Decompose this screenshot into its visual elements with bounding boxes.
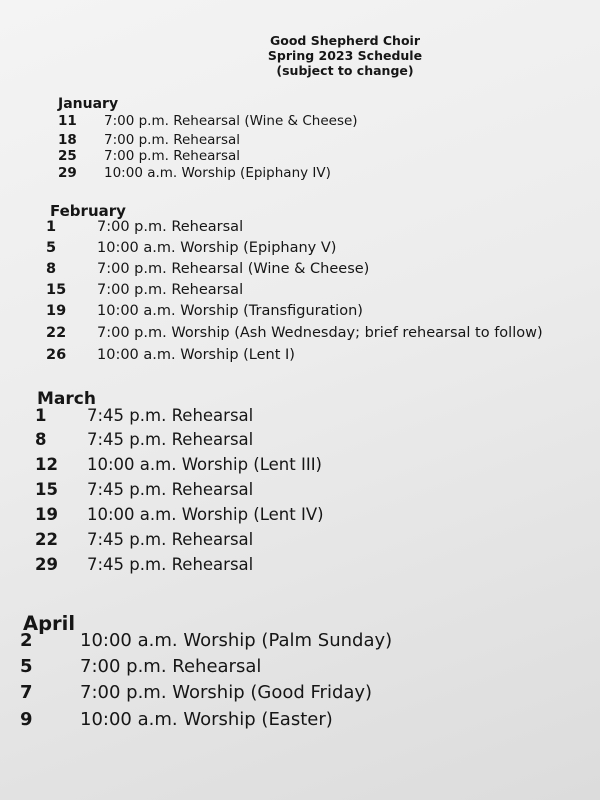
schedule-entry <box>35 555 253 574</box>
entry-date: 1 <box>35 406 47 425</box>
entry-description: 10:00 a.m. Worship (Easter) <box>80 709 333 730</box>
month-heading: February <box>50 202 126 220</box>
month-heading: January <box>58 96 119 112</box>
entry-date: 15 <box>35 480 58 499</box>
entry-date: 25 <box>58 148 77 164</box>
schedule-title: Spring 2023 Schedule <box>267 48 423 63</box>
entry-description: 7:00 p.m. Rehearsal <box>104 148 241 164</box>
schedule-entry <box>35 530 253 549</box>
entry-date: 12 <box>35 455 58 474</box>
schedule-entry <box>58 132 240 148</box>
schedule-entry <box>46 325 543 341</box>
month-heading: March <box>37 389 96 409</box>
schedule-entry <box>35 505 324 524</box>
schedule-header <box>210 33 480 78</box>
entry-date: 22 <box>35 530 58 549</box>
entry-description: 10:00 a.m. Worship (Palm Sunday) <box>80 630 393 651</box>
entry-description: 10:00 a.m. Worship (Epiphany IV) <box>104 165 331 181</box>
entry-description: 10:00 a.m. Worship (Lent III) <box>87 455 322 474</box>
schedule-entry <box>46 219 243 235</box>
entry-date: 1 <box>46 219 57 235</box>
choir-name: Good Shepherd Choir <box>269 33 420 48</box>
entry-description: 7:00 p.m. Rehearsal <box>80 656 262 677</box>
entry-date: 11 <box>58 113 77 129</box>
entry-date: 19 <box>35 505 58 524</box>
entry-description: 7:00 p.m. Rehearsal <box>104 132 241 148</box>
schedule-entry <box>46 282 243 298</box>
entry-description: 10:00 a.m. Worship (Epiphany V) <box>97 240 337 256</box>
entry-date: 22 <box>46 325 67 341</box>
schedule-entry <box>46 303 363 319</box>
entry-description: 10:00 a.m. Worship (Lent IV) <box>87 505 324 524</box>
schedule-note: (subject to change) <box>276 63 414 78</box>
entry-description: 7:45 p.m. Rehearsal <box>87 555 254 574</box>
entry-description: 7:45 p.m. Rehearsal <box>87 530 254 549</box>
schedule-entry <box>58 165 331 181</box>
entry-date: 8 <box>35 430 47 449</box>
schedule-entry <box>20 682 372 703</box>
entry-date: 29 <box>58 165 77 181</box>
schedule-entry <box>46 240 336 256</box>
entry-description: 7:45 p.m. Rehearsal <box>87 480 254 499</box>
month-heading: April <box>23 612 76 635</box>
entry-date: 9 <box>20 709 33 730</box>
entry-date: 2 <box>20 630 33 651</box>
entry-description: 10:00 a.m. Worship (Transfiguration) <box>97 303 363 319</box>
entry-description: 7:00 p.m. Rehearsal <box>97 282 244 298</box>
entry-date: 8 <box>46 261 57 277</box>
entry-date: 7 <box>20 682 33 703</box>
entry-date: 29 <box>35 555 58 574</box>
entry-date: 26 <box>46 347 67 363</box>
schedule-entry <box>58 148 240 164</box>
schedule-entry <box>20 630 392 651</box>
entry-date: 18 <box>58 132 77 148</box>
entry-description: 7:00 p.m. Worship (Ash Wednesday; brief rehearsal to follow) <box>97 325 543 341</box>
schedule-entry <box>35 430 253 449</box>
schedule-entry <box>58 113 358 129</box>
entry-date: 5 <box>20 656 33 677</box>
entry-description: 7:00 p.m. Rehearsal <box>97 219 244 235</box>
schedule-entry <box>35 480 253 499</box>
schedule-entry <box>35 406 253 425</box>
schedule-entry <box>20 709 333 730</box>
entry-description: 7:45 p.m. Rehearsal <box>87 406 254 425</box>
schedule-entry <box>46 347 295 363</box>
entry-description: 7:00 p.m. Rehearsal (Wine & Cheese) <box>104 113 358 129</box>
entry-description: 7:00 p.m. Worship (Good Friday) <box>80 682 373 703</box>
schedule-entry <box>35 455 322 474</box>
entry-description: 7:00 p.m. Rehearsal (Wine & Cheese) <box>97 261 370 277</box>
entry-date: 19 <box>46 303 67 319</box>
entry-date: 5 <box>46 240 57 256</box>
entry-description: 10:00 a.m. Worship (Lent I) <box>97 347 295 363</box>
schedule-entry <box>20 656 261 677</box>
entry-description: 7:45 p.m. Rehearsal <box>87 430 254 449</box>
schedule-entry <box>46 261 369 277</box>
entry-date: 15 <box>46 282 67 298</box>
